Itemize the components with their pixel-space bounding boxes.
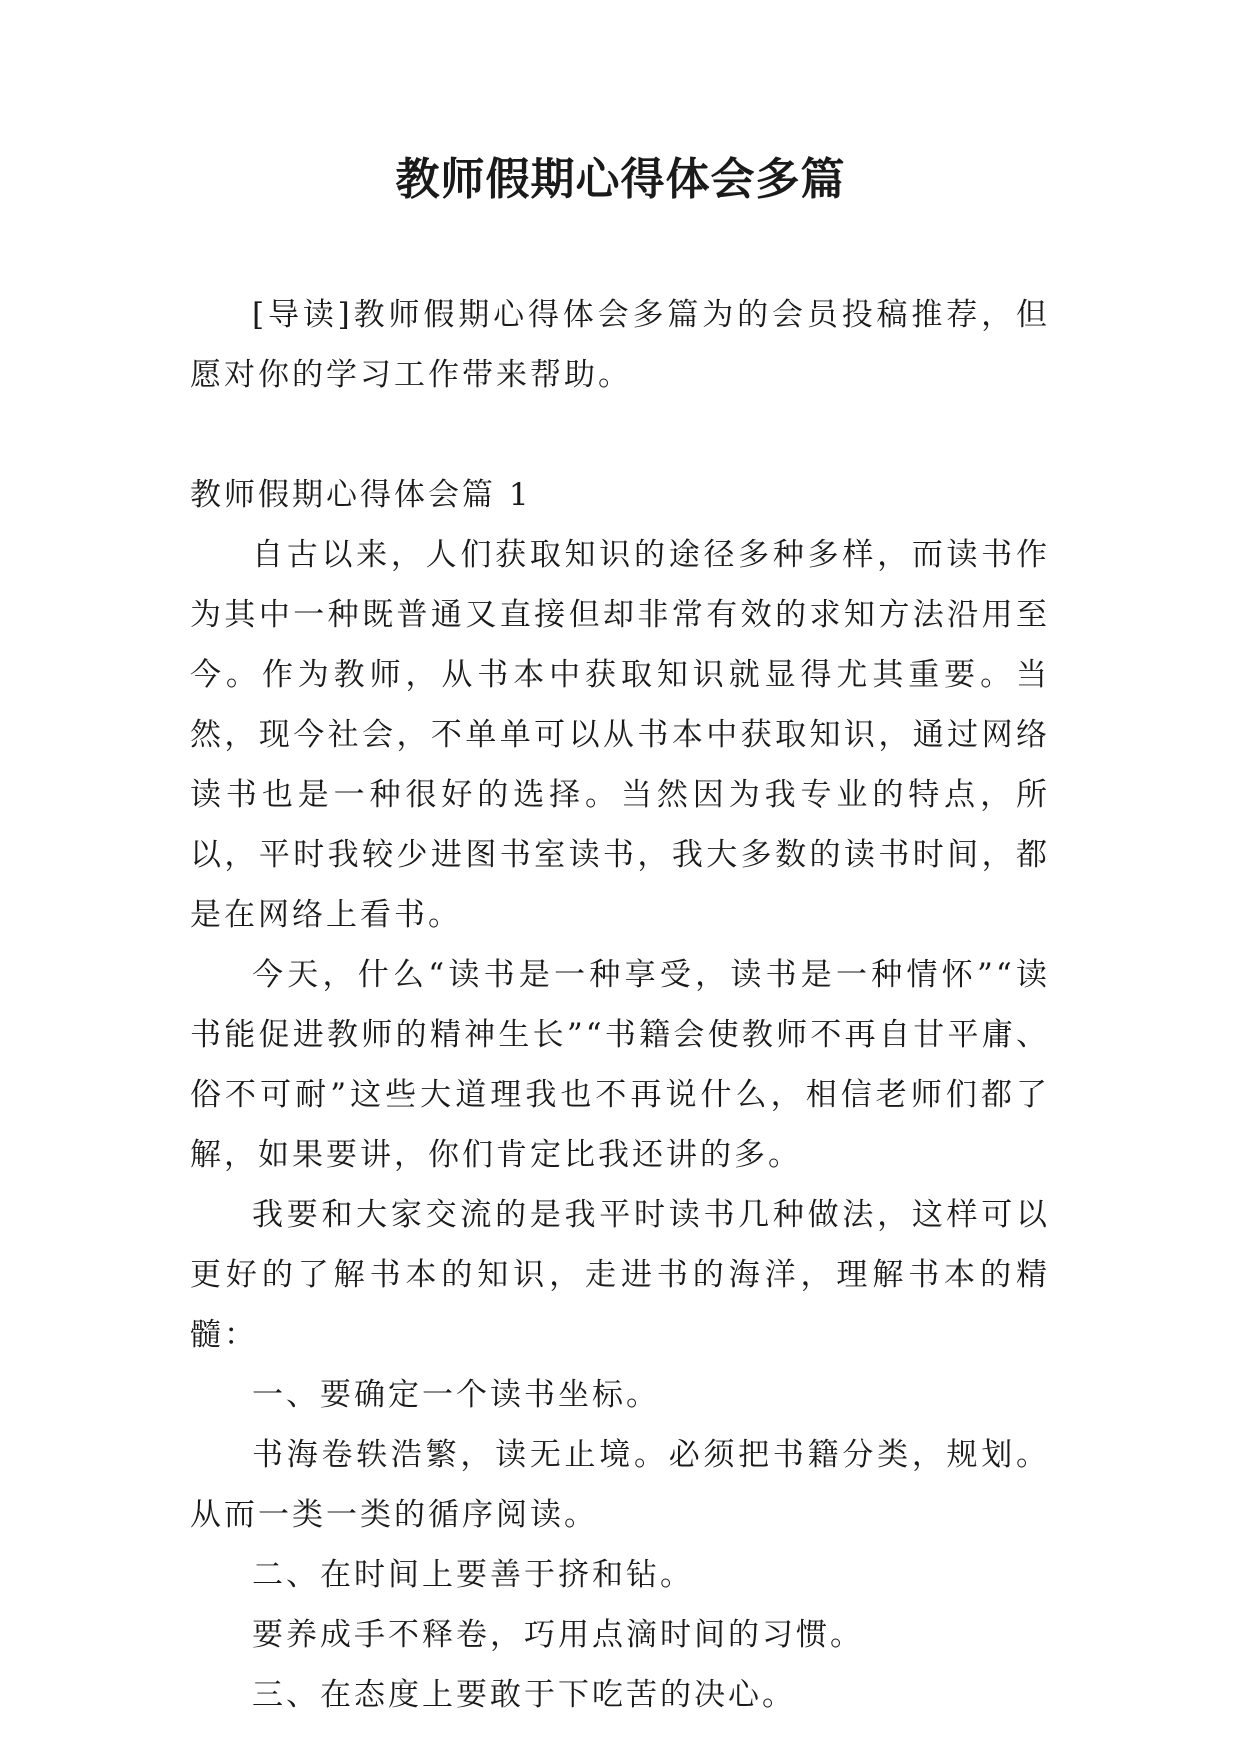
paragraph-3: 我要和大家交流的是我平时读书几种做法，这样可以更好的了解书本的知识，走进书的海洋，理解书本的精髓： bbox=[190, 1197, 1050, 1353]
point-2-heading: 二、在时间上要善于挤和钻。 bbox=[252, 1557, 694, 1593]
intro-paragraph: [导读]教师假期心得体会多篇为的会员投稿推荐，但愿对你的学习工作带来帮助。 bbox=[190, 297, 1050, 393]
section-heading: 教师假期心得体会篇 1 bbox=[190, 477, 532, 513]
paragraph-2: 今天，什么“读书是一种享受，读书是一种情怀”“读书能促进教师的精神生长”“书籍会使教师不再自甘平庸、俗不可耐”这些大道理我也不再说什么，相信老师们都了解，如果要讲，你们肯定比我还讲的多。 bbox=[190, 957, 1050, 1173]
document-title: 教师假期心得体会多篇 bbox=[395, 154, 846, 205]
paragraph-1: 自古以来，人们获取知识的途径多种多样，而读书作为其中一种既普通又直接但却非常有效的求知方法沿用至今。作为教师，从书本中获取知识就显得尤其重要。当然，现今社会，不单单可以从书本中获取知识，通过网络读书也是一种很好的选择。当然因为我专业的特点，所以，平时我较少进图书室读书，我大多数的读书时间，都是在网络上看书。 bbox=[190, 537, 1050, 933]
point-1-text: 书海卷轶浩繁，读无止境。必须把书籍分类，规划。从而一类一类的循序阅读。 bbox=[190, 1437, 1050, 1533]
point-3-heading: 三、在态度上要敢于下吃苦的决心。 bbox=[252, 1677, 796, 1713]
document-body bbox=[190, 285, 1050, 1725]
point-1-heading: 一、要确定一个读书坐标。 bbox=[252, 1377, 660, 1413]
point-2-text: 要养成手不释卷，巧用点滴时间的习惯。 bbox=[252, 1617, 864, 1653]
